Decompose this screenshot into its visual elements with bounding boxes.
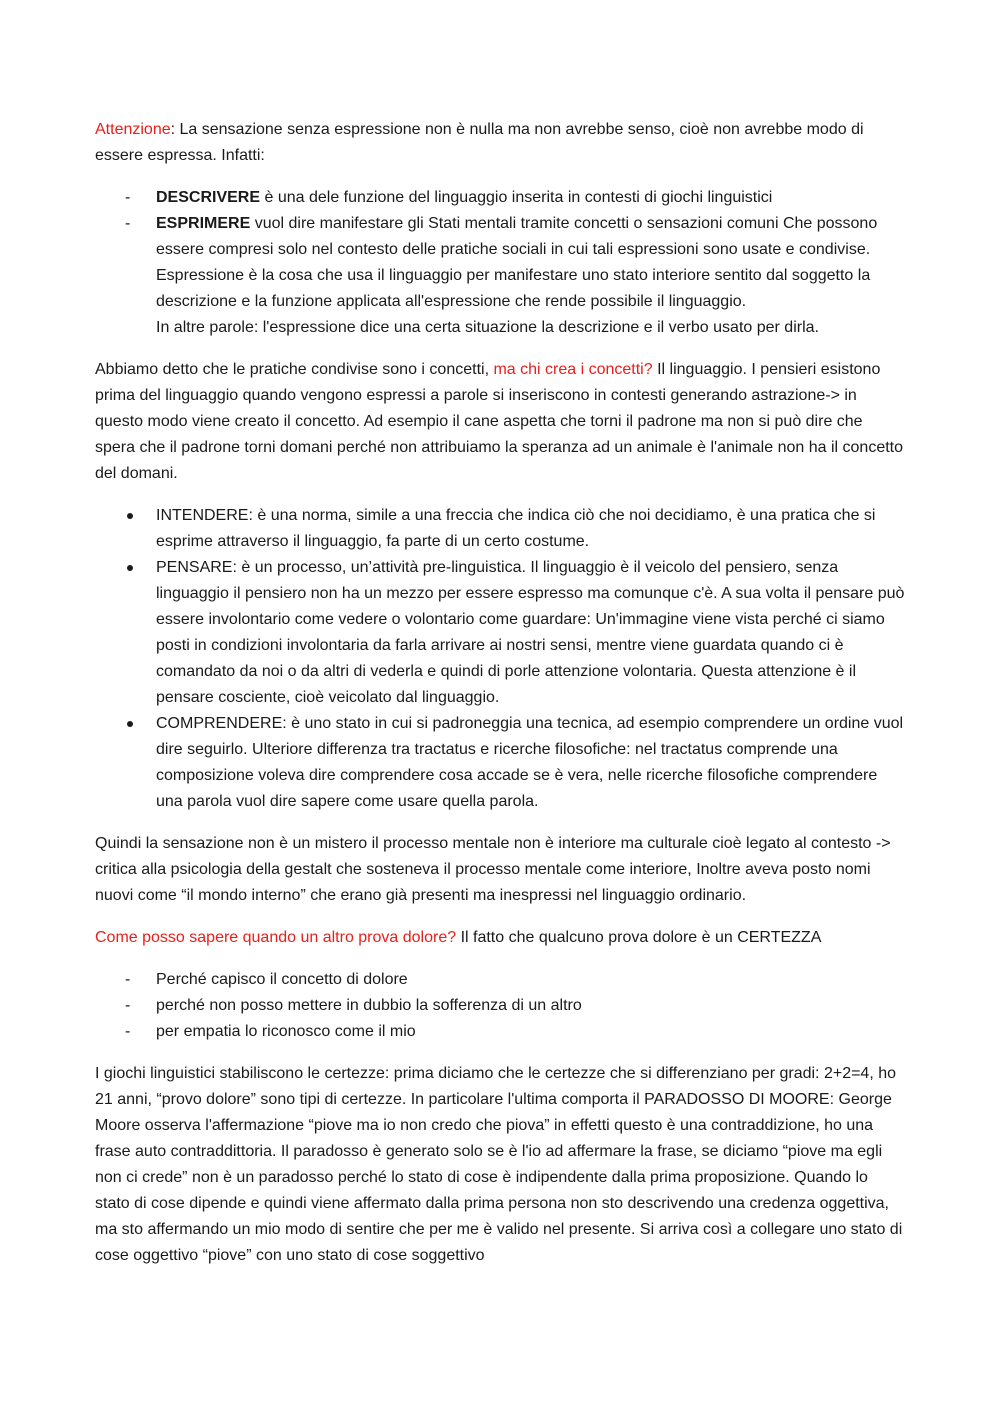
paragraph-concetti bbox=[95, 357, 905, 487]
paragraph-text: Il fatto che qualcuno prova dolore è un CERTEZZA bbox=[456, 929, 822, 946]
highlight-question-concetti: ma chi crea i concetti? bbox=[493, 361, 653, 378]
list-item-text: è una dele funzione del linguaggio inserita in contesti di giochi linguistici bbox=[260, 189, 773, 206]
paragraph-attenzione bbox=[95, 117, 905, 169]
paragraph-sensazione: Quindi la sensazione non è un mistero il processo mentale non è interiore ma culturale cioè legato al contesto -> critica alla psicologia della gestalt che sosteneva il processo mentale come interiore, Inoltre aveva posto nomi nuovi come “il mondo interno” che erano già presenti ma inespressi nel linguaggio ordinario. bbox=[95, 835, 891, 904]
list-item-pensare bbox=[95, 555, 905, 711]
list-item-text: perché non posso mettere in dubbio la sofferenza di un altro bbox=[156, 997, 582, 1014]
list-item bbox=[95, 1019, 905, 1045]
paragraph-moore: I giochi linguistici stabiliscono le certezze: prima diciamo che le certezze che si differenziano per gradi: 2+2=4, ho 21 anni, “provo dolore” sono tipi di certezze. In particolare l'ultima comporta il PARADOSSO DI MOORE: George Moore osserva l'affermazione “piove ma io non credo che piova” in effetti questo è una contraddizione, ho una frase auto contraddittoria. Il paradosso è generato solo se è l'io ad affermare la frase, se diciamo “piove ma egli non ci crede” non è un paradosso perché lo stato di cose è indipendente dalla prima proposizione. Quando lo stato di cose dipende e quindi viene affermato dalla prima persona non sto descrivendo una credenza oggettiva, ma sto affermando un mio modo di sentire che per me è valido nel presente. Si arriva così a collegare uno stato di cose oggettivo “piove” con uno stato di cose soggettivo bbox=[95, 1065, 903, 1264]
paragraph-text: : La sensazione senza espressione non è nulla ma non avrebbe senso, cioè non avrebbe modo di essere espressa. Infatti: bbox=[95, 121, 864, 164]
term-descrivere: DESCRIVERE bbox=[156, 189, 261, 206]
list-item-comprendere bbox=[95, 711, 905, 815]
dash-marker: - bbox=[125, 189, 131, 206]
list-item-descrivere bbox=[95, 185, 905, 211]
list-item-esprimere bbox=[95, 211, 905, 341]
highlight-attenzione: Attenzione bbox=[95, 121, 171, 138]
list-item-text: INTENDERE: è una norma, simile a una freccia che indica ciò che noi decidiamo, è una pratica che si esprime attraverso il linguaggio, fa parte di un certo costume. bbox=[156, 507, 876, 550]
dash-marker: - bbox=[125, 997, 131, 1014]
list-item-text: per empatia lo riconosco come il mio bbox=[156, 1023, 416, 1040]
term-esprimere: ESPRIMERE bbox=[156, 215, 251, 232]
highlight-question-dolore: Come posso sapere quando un altro prova dolore? bbox=[95, 929, 457, 946]
paragraph-text: Abbiamo detto che le pratiche condivise sono i concetti, bbox=[95, 361, 494, 378]
dash-marker: - bbox=[125, 1023, 131, 1040]
list-item bbox=[95, 993, 905, 1019]
list-item-text: vuol dire manifestare gli Stati mentali tramite concetti o sensazioni comuni Che possono essere compresi solo nel contesto delle pratiche sociali in cui tali espressioni sono usate e condivise. Espressione è la cosa che usa il linguaggio per manifestare uno stato interiore sentito dal soggetto la descrizione e la funzione applicata all'espressione che rende possibile il linguaggio. bbox=[156, 215, 878, 310]
dash-marker: - bbox=[125, 215, 131, 232]
list-item-extra-text: In altre parole: l'espressione dice una certa situazione la descrizione e il verbo usato per dirla. bbox=[156, 319, 819, 336]
list-item-text: Perché capisco il concetto di dolore bbox=[156, 971, 408, 988]
dash-list-certezza bbox=[95, 967, 905, 1045]
paragraph-dolore bbox=[95, 925, 905, 951]
list-item-intendere bbox=[95, 503, 905, 555]
list-item-text: PENSARE: è un processo, un’attività pre-linguistica. Il linguaggio è il veicolo del pensiero, senza linguaggio il pensiero non ha un mezzo per essere espresso ma comunque c'è. A sua volta il pensare può essere involontario come vedere o volontario come guardare: Un'immagine viene vista perché ci siamo posti in condizioni involontaria da farla arrivare ai nostri sensi, mentre viene guardata quando ci è comandato da noi o da altri di vederla e quindi di porle attenzione volontaria. Questa attenzione è il pensare cosciente, cioè veicolato dal linguaggio. bbox=[156, 559, 905, 706]
list-item-text: COMPRENDERE: è uno stato in cui si padroneggia una tecnica, ad esempio comprendere un ordine vuol dire seguirlo. Ulteriore differenza tra tractatus e ricerche filosofiche: nel tractatus comprende una composizione voleva dire comprendere cosa accade se è vera, nelle ricerche filosofiche comprendere una parola vuol dire sapere come usare quella parola. bbox=[156, 715, 904, 810]
list-item bbox=[95, 967, 905, 993]
bullet-list-processes bbox=[95, 503, 905, 815]
dash-list-describe-express bbox=[95, 185, 905, 341]
paragraph-text: Il linguaggio. I pensieri esistono prima del linguaggio quando vengono espressi a parole si inseriscono in contesti generando astrazione-> in questo modo viene creato il concetto. Ad esempio il cane aspetta che torni il padrone ma non si può dire che spera che il padrone torni domani perché non attribuiamo la speranza ad un animale è l'animale non ha il concetto del domani. bbox=[95, 361, 903, 482]
dash-marker: - bbox=[125, 971, 131, 988]
